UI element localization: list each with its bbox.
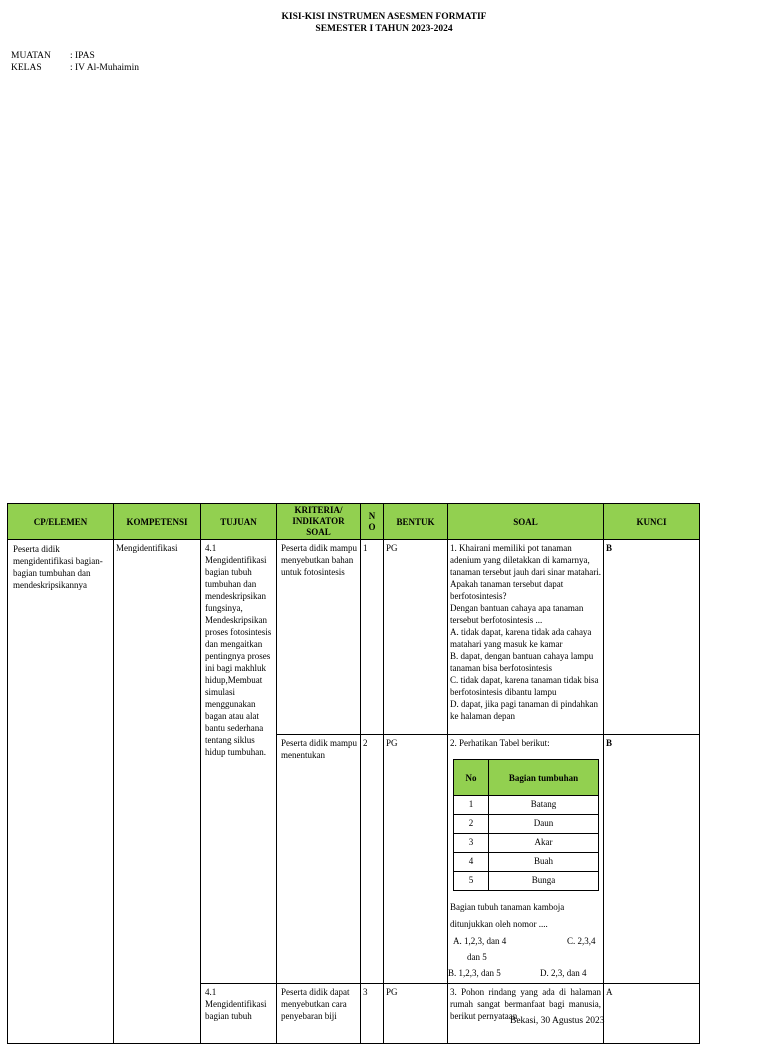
option-d: D. 2,3, dan 4 <box>540 968 587 978</box>
kelas-line <box>11 63 139 73</box>
header-soal: SOAL <box>448 504 604 540</box>
kriteria-cell: Peserta didik mampu menyebutkan bahan untuk fotosintesis <box>277 540 361 735</box>
soal-intro: 2. Perhatikan Tabel berikut: <box>450 738 550 748</box>
soal-question: ditunjukkan oleh nomor .... <box>450 919 548 929</box>
sub-table-row: 2 Daun <box>454 815 599 834</box>
muatan-value: : IPAS <box>70 51 95 61</box>
option-b: B. dapat, dengan bantuan cahaya lampu tanaman bisa berfotosintesis <box>450 651 594 673</box>
soal-cell <box>448 540 604 735</box>
soal-cell: 3. Pohon rindang yang ada di halaman rumah sangat bermanfaat bagi manusia, berikut pernyataan <box>448 984 604 1044</box>
soal-cell <box>448 735 604 984</box>
header-bentuk: BENTUK <box>384 504 448 540</box>
sub-table-row: 1 Batang <box>454 796 599 815</box>
sub-header-no: No <box>454 760 489 796</box>
kunci-cell: B <box>604 735 700 984</box>
header-kriteria-1: KRITERIA/ <box>294 505 343 515</box>
bentuk-cell: PG <box>384 984 448 1044</box>
cp-cell: Peserta didik mengidentifikasi bagian-bagian tumbuhan dan mendeskripsikannya <box>8 540 114 1044</box>
kunci-cell: B <box>604 540 700 735</box>
header-kompetensi: KOMPETENSI <box>114 504 201 540</box>
sub-table-row: 4 Buah <box>454 853 599 872</box>
option-a-cont: dan 5 <box>467 952 487 962</box>
option-b: B. 1,2,3, dan 5 <box>448 968 501 978</box>
soal-line: 1. Khairani memiliki pot tanaman adenium yang diletakkan di kamarnya, tanaman tersebut jauh dari sinar matahari. Apakah tanaman tersebut dapat berfotosintesis? <box>450 543 601 601</box>
option-a: A. 1,2,3, dan 4 <box>453 936 507 946</box>
tujuan-cell: 4.1 Mengidentifikasi bagian tubuh tumbuhan dan mendeskripsikan fungsinya, Mendeskripsikan proses fotosintesis dan mengaitkan pentingnya proses ini bagi makhluk hidup,Membuat simulasi menggunakan bagan atau alat bantu sederhana tentang siklus hidup tumbuhan. <box>201 540 277 984</box>
option-a: A. tidak dapat, karena tidak ada cahaya matahari yang masuk ke kamar <box>450 627 592 649</box>
sub-header-bagian: Bagian tumbuhan <box>489 760 599 796</box>
option-c: C. tidak dapat, karena tanaman tidak bisa berfotosintesis dibantu lampu <box>450 675 599 697</box>
kelas-label: KELAS <box>11 63 42 73</box>
sub-table-row: 5 Bunga <box>454 872 599 891</box>
kunci-cell: A <box>604 984 700 1044</box>
no-cell: 1 <box>361 540 384 735</box>
kriteria-cell: Peserta didik mampu menentukan <box>277 735 361 984</box>
doc-subtitle: SEMESTER I TAHUN 2023-2024 <box>315 24 453 34</box>
header-tujuan: TUJUAN <box>201 504 277 540</box>
header-no <box>361 504 384 540</box>
bentuk-cell: PG <box>384 540 448 735</box>
kriteria-cell: Peserta didik dapat menyebutkan cara penyebaran biji <box>277 984 361 1044</box>
header-kriteria-2: INDIKATOR <box>292 516 345 526</box>
kompetensi-cell: Mengidentifikasi <box>114 540 201 1044</box>
soal-line: Dengan bantuan cahaya apa tanaman tersebut berfotosintesis ... <box>450 603 584 625</box>
sub-table <box>453 759 599 891</box>
header-kriteria-3: SOAL <box>306 527 331 537</box>
doc-title: KISI-KISI INSTRUMEN ASESMEN FORMATIF <box>281 12 487 22</box>
sub-table-row: 3 Akar <box>454 834 599 853</box>
table-row <box>8 540 700 735</box>
kelas-value: : IV Al-Muhaimin <box>70 63 139 73</box>
soal-question: Bagian tubuh tanaman kamboja <box>450 902 565 912</box>
header-no-1: N <box>368 510 376 521</box>
header-cp: CP/ELEMEN <box>8 504 114 540</box>
tujuan-cell: 4.1 Mengidentifikasi bagian tubuh <box>201 984 277 1044</box>
option-c: C. 2,3,4 <box>567 936 596 946</box>
bentuk-cell: PG <box>384 735 448 984</box>
kisi-kisi-table <box>7 503 700 1044</box>
no-cell: 2 <box>361 735 384 984</box>
footer-date: Bekasi, 30 Agustus 2023 <box>510 1016 605 1026</box>
header-row <box>8 504 700 540</box>
header-no-2: O <box>368 521 376 532</box>
muatan-line <box>11 51 95 61</box>
header-kriteria <box>277 504 361 540</box>
option-d: D. dapat, jika pagi tanaman di pindahkan ke halaman depan <box>450 699 598 721</box>
muatan-label: MUATAN <box>11 51 51 61</box>
no-cell: 3 <box>361 984 384 1044</box>
header-kunci: KUNCI <box>604 504 700 540</box>
